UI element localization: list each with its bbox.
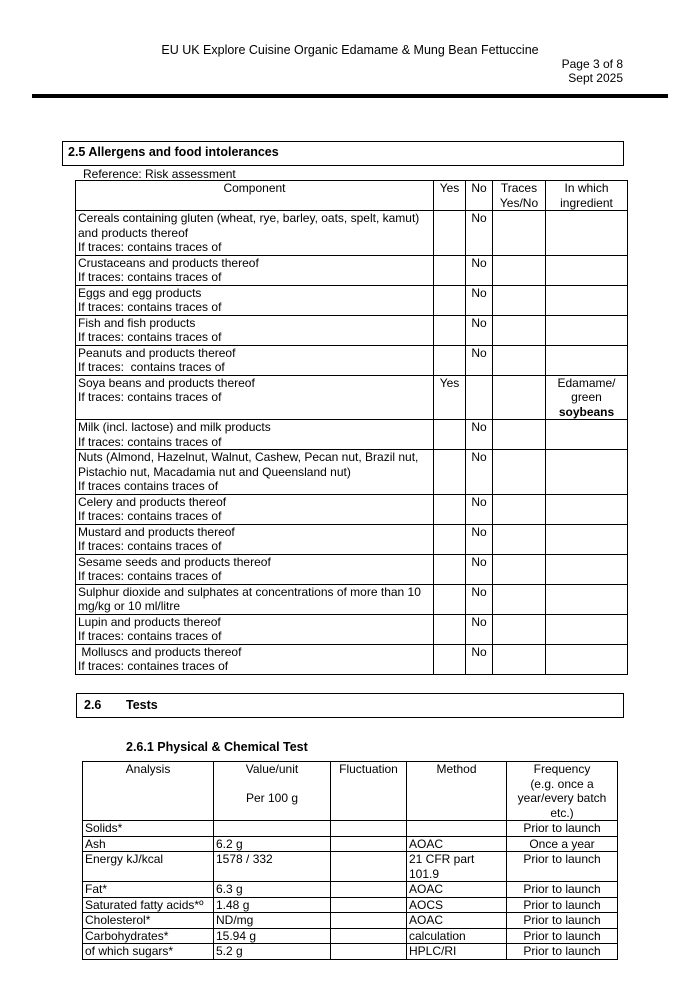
method-line: HPLC/RI [409,944,457,958]
component-line: Cereals containing gluten (wheat, rye, barley, oats, spelt, kamut) [78,211,420,225]
test-value: 6.3 g [214,882,331,898]
test-method [407,913,507,929]
allergen-component [76,644,434,674]
allergen-component [76,584,434,614]
col-value-line2: Per 100 g [245,790,299,805]
subsection-heading: 2.6.1 Physical & Chemical Test [126,740,308,754]
test-analysis: Saturated fatty acids*º [83,897,214,913]
allergen-yes [434,584,466,614]
col-traces [493,181,546,211]
component-line: Sulphur dioxide and sulphates at concentrations of more than 10 [78,584,421,599]
component-line: If traces: contains traces of [78,270,222,284]
allergen-yes [434,345,466,375]
allergen-traces [493,494,546,524]
test-value: ND/mg [214,913,331,929]
test-value: 1.48 g [214,897,331,913]
test-analysis: Ash [83,836,214,852]
allergen-traces [493,450,546,495]
method-line: 101.9 [409,866,440,881]
test-value: 1578 / 332 [214,852,331,882]
component-line: mg/kg or 10 ml/litre [78,599,181,613]
test-row [83,944,618,960]
allergen-row [76,211,628,256]
allergen-no: No [466,211,493,256]
method-line: 21 CFR part [409,852,475,866]
allergen-traces [493,420,546,450]
allergen-component [76,524,434,554]
test-frequency: Once a year [507,836,618,852]
component-line: Mustard and products thereof [78,524,235,539]
allergen-component [76,211,434,256]
component-line: If traces: contains traces of [78,390,222,404]
allergen-yes [434,285,466,315]
test-method [407,944,507,960]
allergen-row [76,644,628,674]
col-component: Component [76,181,434,211]
test-analysis: Solids* [83,821,214,837]
allergen-ingredient [546,644,628,674]
test-fluctuation [331,836,407,852]
test-value: 5.2 g [214,944,331,960]
reference-note: Reference: Risk assessment [83,167,236,181]
component-line: Nuts (Almond, Hazelnut, Walnut, Cashew, Pecan nut, Brazil nut, [78,450,419,464]
allergen-traces [493,614,546,644]
component-line: If traces: contains traces of [78,240,222,254]
allergen-component [76,315,434,345]
col-frequency-line4: etc.) [550,805,574,820]
col-no: No [466,181,493,211]
allergen-ingredient [546,285,628,315]
allergen-no: No [466,420,493,450]
test-fluctuation [331,882,407,898]
test-frequency: Prior to launch [507,882,618,898]
test-row [83,836,618,852]
allergen-traces [493,584,546,614]
col-ingredient-line1: In which [564,181,609,195]
col-value [214,762,331,821]
allergen-ingredient [546,584,628,614]
allergen-no: No [466,345,493,375]
allergen-row [76,584,628,614]
test-method [407,928,507,944]
test-analysis: Energy kJ/kcal [83,852,214,882]
allergen-no: No [466,315,493,345]
allergen-yes [434,315,466,345]
allergen-row [76,450,628,495]
allergen-component [76,375,434,420]
test-frequency: Prior to launch [507,821,618,837]
allergen-ingredient [546,315,628,345]
allergen-traces [493,345,546,375]
col-fluctuation: Fluctuation [331,762,407,821]
test-frequency: Prior to launch [507,897,618,913]
col-frequency [507,762,618,821]
component-line: If traces: contains traces of [78,569,222,583]
allergen-component [76,345,434,375]
test-row [83,852,618,882]
allergen-traces [493,255,546,285]
allergen-no: No [466,285,493,315]
component-line: If traces: contains traces of [78,360,225,374]
ingredient-line: soybeans [558,404,615,419]
method-line: AOAC [409,913,444,927]
section-title: Tests [126,698,158,712]
allergen-row [76,494,628,524]
test-analysis: of which sugars* [83,944,214,960]
header-rule [32,94,668,98]
component-line: If traces: contains traces of [78,539,222,553]
page-number: Page 3 of 8 [561,57,623,71]
method-line: AOAC [409,882,444,896]
allergen-component [76,554,434,584]
allergen-row [76,614,628,644]
component-line: Crustaceans and products thereof [78,255,259,270]
allergen-ingredient [546,494,628,524]
test-header-row [83,762,618,821]
test-method [407,852,507,882]
method-line: AOAC [409,836,444,851]
test-value [214,821,331,837]
allergen-component [76,255,434,285]
component-line: Celery and products thereof [78,494,227,509]
test-frequency: Prior to launch [507,944,618,960]
test-frequency: Prior to launch [507,928,618,944]
component-line: Soya beans and products thereof [78,375,255,390]
component-line: If traces: containes traces of [78,659,229,673]
col-frequency-line1: Frequency [533,762,591,776]
allergen-traces [493,644,546,674]
test-fluctuation [331,928,407,944]
test-row [83,882,618,898]
component-line: Eggs and egg products [78,285,202,300]
col-traces-line1: Traces [500,181,538,195]
allergen-row [76,375,628,420]
allergen-ingredient [546,420,628,450]
col-value-line1: Value/unit [245,762,299,776]
allergen-traces [493,285,546,315]
allergen-yes [434,554,466,584]
allergen-yes [434,211,466,256]
test-method [407,882,507,898]
allergen-ingredient [546,450,628,495]
allergen-no: No [466,584,493,614]
allergen-header-row [76,181,628,211]
component-line: If traces: contains traces of [78,434,222,449]
component-line: If traces: contains traces of [78,300,222,314]
test-row [83,913,618,929]
test-analysis: Cholesterol* [83,913,214,929]
section-heading-tests [76,693,624,718]
test-analysis: Carbohydrates* [83,928,214,944]
test-frequency: Prior to launch [507,913,618,929]
allergen-yes [434,255,466,285]
allergen-yes [434,614,466,644]
allergen-ingredient [546,375,628,420]
allergen-row [76,315,628,345]
allergen-no: No [466,494,493,524]
col-ingredient [546,181,628,211]
allergen-no: No [466,524,493,554]
section-heading-allergens: 2.5 Allergens and food intolerances [62,141,624,166]
allergen-ingredient [546,345,628,375]
component-line: Fish and fish products [78,315,196,330]
allergen-no: No [466,554,493,584]
ingredient-line: Edamame/ [557,375,616,390]
allergen-table [75,180,628,675]
allergen-ingredient [546,211,628,256]
allergen-component [76,614,434,644]
test-fluctuation [331,821,407,837]
allergen-traces [493,524,546,554]
col-frequency-line2: (e.g. once a [530,776,594,791]
allergen-row [76,420,628,450]
allergen-ingredient [546,524,628,554]
allergen-ingredient [546,255,628,285]
page-info [562,57,623,85]
test-value: 6.2 g [214,836,331,852]
allergen-traces [493,554,546,584]
allergen-no: No [466,644,493,674]
allergen-no: No [466,450,493,495]
allergen-traces [493,211,546,256]
component-line: Molluscs and products thereof [78,644,242,659]
allergen-component [76,494,434,524]
test-method [407,897,507,913]
allergen-component [76,285,434,315]
method-line: AOCS [409,897,444,912]
test-row [83,928,618,944]
test-fluctuation [331,913,407,929]
allergen-row [76,255,628,285]
component-line: Pistachio nut, Macadamia nut and Queensland nut) [78,464,351,479]
document-title: EU UK Explore Cuisine Organic Edamame & Mung Bean Fettuccine [161,43,539,57]
test-value: 15.94 g [214,928,331,944]
component-line: Milk (incl. lactose) and milk products [78,420,271,434]
allergen-component [76,450,434,495]
physical-chemical-table [82,761,618,960]
ingredient-line: green [571,390,602,404]
test-row [83,821,618,837]
component-line: Peanuts and products thereof [78,345,236,360]
test-row [83,897,618,913]
component-line: Sesame seeds and products thereof [78,554,271,569]
test-fluctuation [331,852,407,882]
col-analysis: Analysis [83,762,214,821]
allergen-component [76,420,434,450]
allergen-yes [434,494,466,524]
test-fluctuation [331,944,407,960]
allergen-yes: Yes [434,375,466,420]
allergen-yes [434,420,466,450]
test-method [407,821,507,837]
allergen-no: No [466,614,493,644]
allergen-row [76,285,628,315]
allergen-no: No [466,255,493,285]
test-method [407,836,507,852]
col-yes: Yes [434,181,466,211]
component-line: If traces: contains traces of [78,509,222,523]
test-analysis: Fat* [83,882,214,898]
allergen-no [466,375,493,420]
col-method: Method [407,762,507,821]
allergen-yes [434,524,466,554]
allergen-traces [493,375,546,420]
allergen-yes [434,644,466,674]
test-fluctuation [331,897,407,913]
component-line: If traces: contains traces of [78,629,222,643]
allergen-row [76,524,628,554]
component-line: Lupin and products thereof [78,614,221,629]
section-number: 2.6 [84,698,102,712]
component-line: If traces: contains traces of [78,330,222,344]
method-line: calculation [409,928,466,943]
component-line: and products thereof [78,225,189,240]
col-traces-line2: Yes/No [499,195,539,210]
allergen-row [76,554,628,584]
allergen-ingredient [546,554,628,584]
component-line: If traces contains traces of [78,479,219,493]
allergen-ingredient [546,614,628,644]
test-frequency: Prior to launch [507,852,618,882]
col-ingredient-line2: ingredient [560,195,613,210]
allergen-row [76,345,628,375]
allergen-traces [493,315,546,345]
col-frequency-line3: year/every batch [517,791,607,805]
document-date: Sept 2025 [568,71,623,85]
allergen-yes [434,450,466,495]
